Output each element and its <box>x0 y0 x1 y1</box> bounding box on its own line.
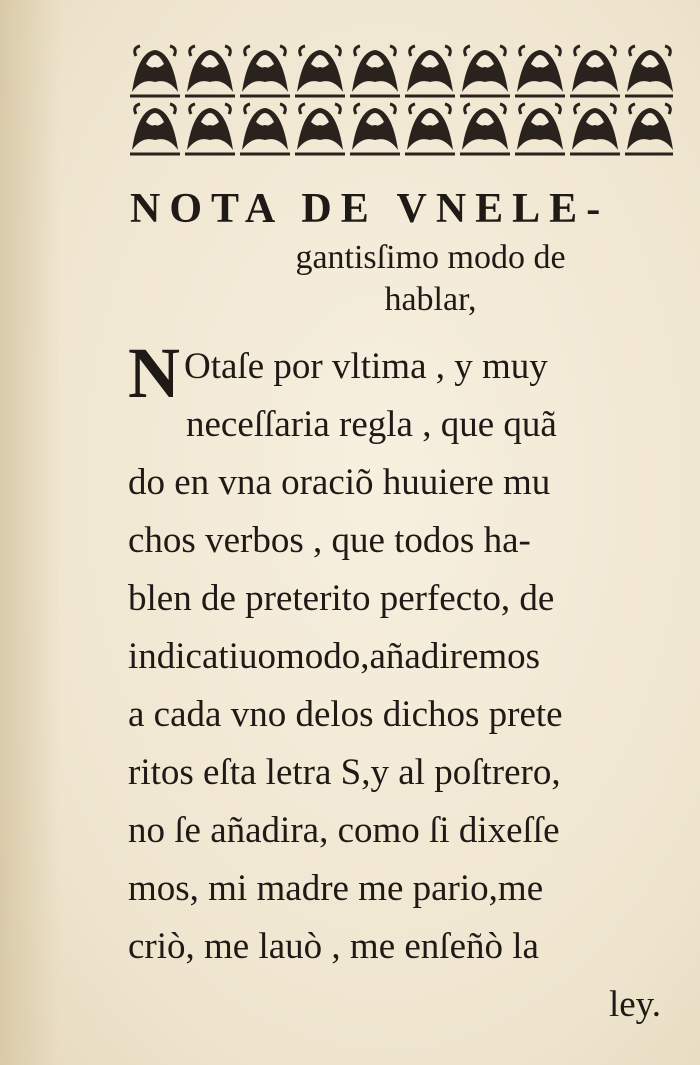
text-line: blen de preterito perfecto, de <box>128 578 555 619</box>
text-line: a cada vno delos dichos prete <box>128 694 563 735</box>
text-line: chos verbos , que todos ha- <box>128 520 531 561</box>
drop-cap: N <box>128 333 180 413</box>
section-heading <box>128 185 673 319</box>
text-line: mos, mi madre me pario,me <box>128 868 544 909</box>
text-line: neceſſaria regla , que quã <box>186 404 557 445</box>
heading-line-2: gantisſimo modo de <box>295 239 566 276</box>
gutter-shadow <box>0 0 60 1065</box>
text-line: no ſe añadira, como ſi dixeſſe <box>128 810 560 851</box>
text-line: ritos eſta letra S,y al poſtrero, <box>128 752 561 793</box>
text-line: criò, me lauò , me enſeñò la <box>128 926 539 967</box>
heading-line-1: NOTA DE VNELE- <box>130 186 610 232</box>
text-line-final: ley. <box>608 984 661 1025</box>
heading-line-3: hablar, <box>384 281 477 318</box>
text-line: Otaſe por vltima , y muy <box>184 346 548 387</box>
decorative-ornament-band <box>128 42 673 158</box>
body-text <box>128 333 673 1034</box>
text-line: indicatiuomodo,añadiremos <box>128 636 541 677</box>
text-line: do en vna oraciõ huuiere mu <box>128 462 551 503</box>
